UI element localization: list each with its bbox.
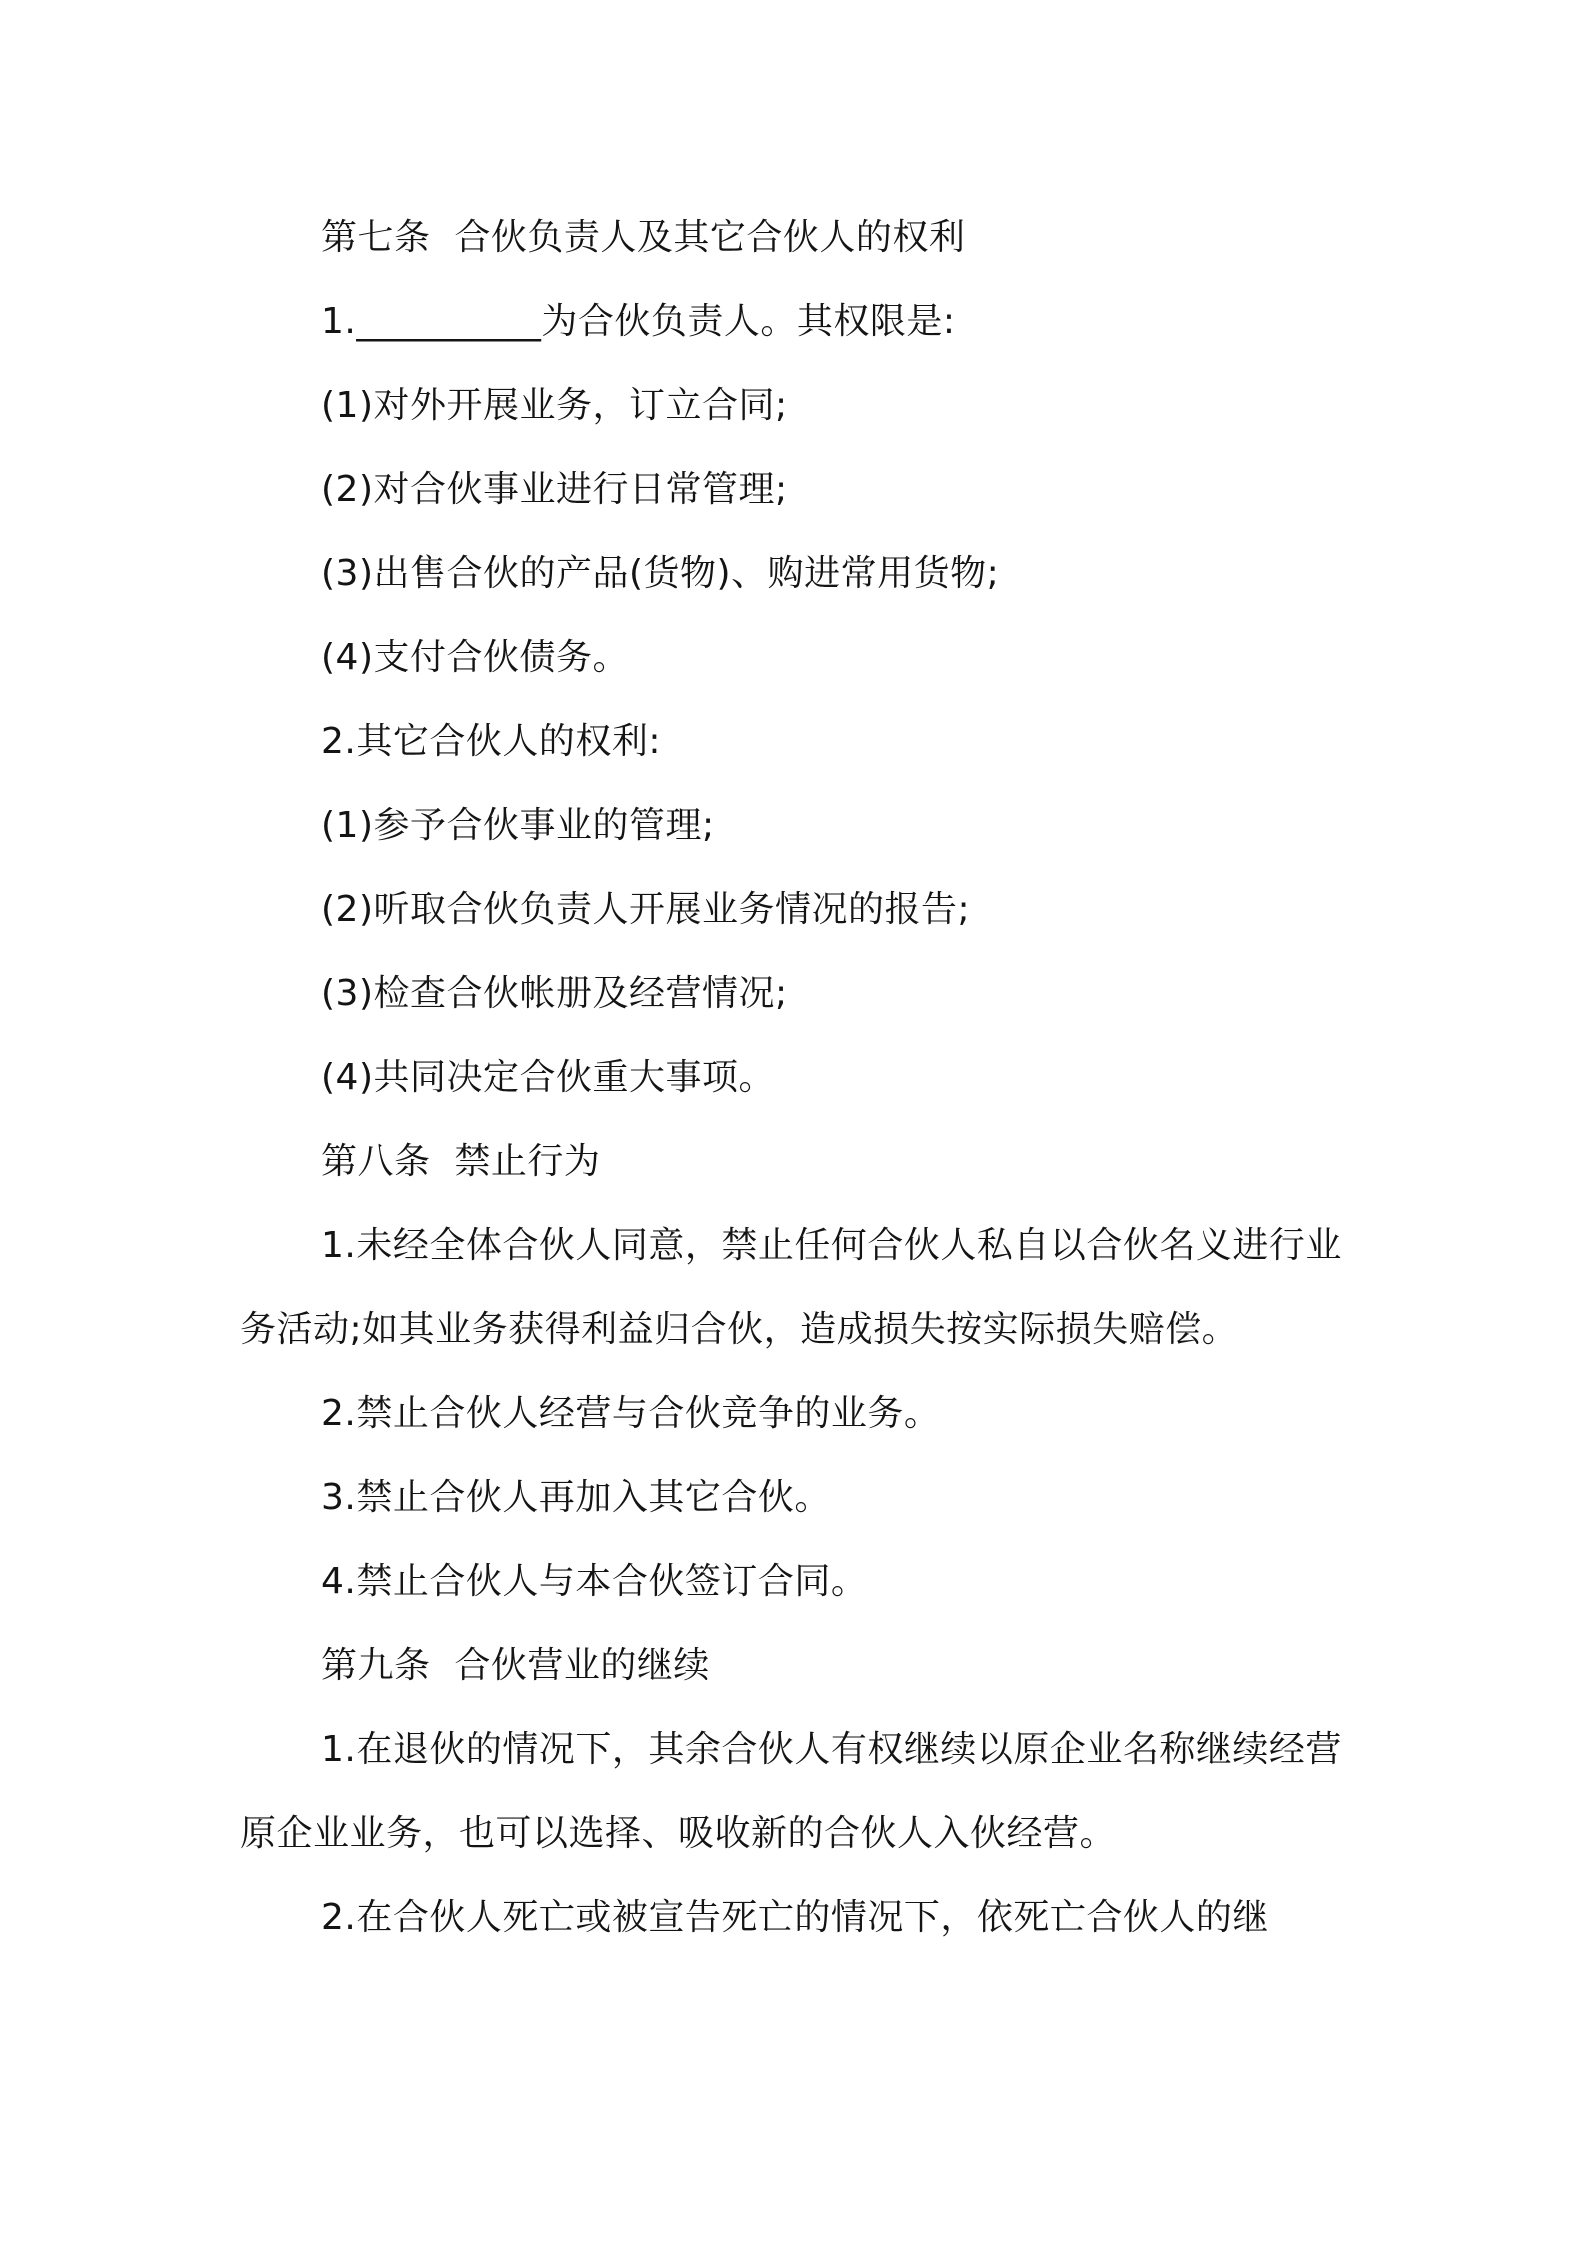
paragraph-8-3: 3.禁止合伙人再加入其它合伙。 xyxy=(321,1477,831,1518)
paragraph-8-1: 1.未经全体合伙人同意，禁止任何合伙人私自以合伙名义进行业务活动;如其业务获得利益归合伙，造成损失按实际损失赔偿。 xyxy=(240,1225,1342,1350)
section-heading-8: 第八条 禁止行为 xyxy=(321,1141,601,1182)
paragraph-7-1: 1.__________为合伙负责人。其权限是: xyxy=(321,301,956,342)
section-heading-7: 第七条 合伙负责人及其它合伙人的权利 xyxy=(321,217,966,258)
paragraph-8-2: 2.禁止合伙人经营与合伙竞争的业务。 xyxy=(321,1393,941,1434)
paragraph-7-1-2: (2)对合伙事业进行日常管理; xyxy=(321,469,788,510)
paragraph-7-1-3: (3)出售合伙的产品(货物)、购进常用货物; xyxy=(321,553,1000,594)
section-heading-9: 第九条 合伙营业的继续 xyxy=(321,1645,710,1686)
paragraph-7-1-4: (4)支付合伙债务。 xyxy=(321,637,629,678)
paragraph-7-2-2: (2)听取合伙负责人开展业务情况的报告; xyxy=(321,889,971,930)
paragraph-7-1-1: (1)对外开展业务，订立合同; xyxy=(321,385,788,426)
paragraph-7-2-4: (4)共同决定合伙重大事项。 xyxy=(321,1057,775,1098)
paragraph-9-2: 2.在合伙人死亡或被宣告死亡的情况下，依死亡合伙人的继 xyxy=(321,1897,1269,1938)
paragraph-7-2-3: (3)检查合伙帐册及经营情况; xyxy=(321,973,788,1014)
document-body xyxy=(240,196,1350,1960)
paragraph-9-1: 1.在退伙的情况下，其余合伙人有权继续以原企业名称继续经营原企业业务，也可以选择、吸收新的合伙人入伙经营。 xyxy=(240,1729,1342,1854)
paragraph-8-4: 4.禁止合伙人与本合伙签订合同。 xyxy=(321,1561,868,1602)
paragraph-7-2: 2.其它合伙人的权利: xyxy=(321,721,661,762)
paragraph-7-2-1: (1)参予合伙事业的管理; xyxy=(321,805,715,846)
